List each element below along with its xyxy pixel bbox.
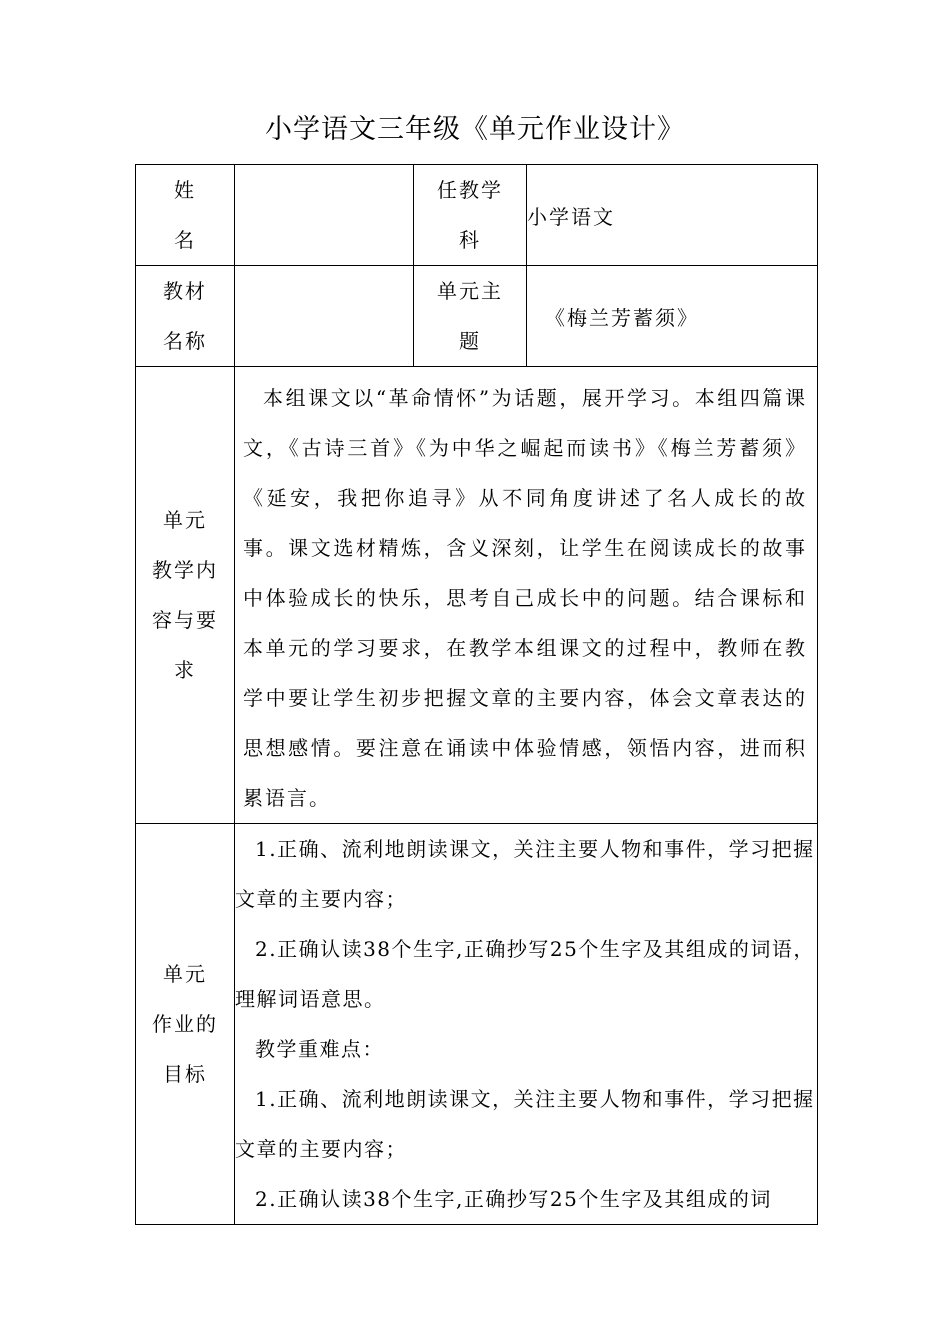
content-label-line2: 教学内 <box>152 558 218 582</box>
subject-label-cell <box>414 165 527 266</box>
table-row <box>136 165 818 266</box>
textbook-label-cell <box>136 266 235 367</box>
name-value-cell[interactable] <box>235 165 414 266</box>
goals-label-line2: 作业的 <box>152 1012 218 1036</box>
subject-label-line1: 任教学 <box>437 178 503 202</box>
name-label-cell <box>136 165 235 266</box>
unit-theme-label-line2: 题 <box>459 329 481 353</box>
content-label-line3: 容与要 <box>152 608 218 632</box>
goals-value-cell[interactable] <box>235 824 818 1225</box>
name-label-line1: 姓 <box>174 178 196 202</box>
content-value-cell[interactable] <box>235 367 818 824</box>
content-label-line1: 单元 <box>163 508 207 532</box>
goal-item: 1.正确、流利地朗读课文，关注主要人物和事件，学习把握文章的主要内容； <box>235 837 815 911</box>
name-label-line2: 名 <box>174 228 196 252</box>
table-row <box>136 266 818 367</box>
table-row <box>136 824 818 1225</box>
unit-theme-label-cell <box>414 266 527 367</box>
goals-label-cell <box>136 824 235 1225</box>
page-title: 小学语文三年级《单元作业设计》 <box>265 114 685 145</box>
textbook-value-cell[interactable] <box>235 266 414 367</box>
goal-item: 1.正确、流利地朗读课文，关注主要人物和事件，学习把握文章的主要内容； <box>235 1087 815 1161</box>
table-row <box>136 367 818 824</box>
goals-label-line3: 目标 <box>163 1062 207 1086</box>
subject-value-cell[interactable]: 小学语文 <box>527 165 818 266</box>
goal-item: 2.正确认读38个生字,正确抄写25个生字及其组成的词 <box>255 1187 772 1211</box>
content-paragraph: 本组课文以“革命情怀”为话题，展开学习。本组四篇课文，《古诗三首》《为中华之崛起而读书》《梅兰芳蓄须》《延安，我把你追寻》从不同角度讲述了名人成长的故事。课文选材精炼，含义深刻，让学生在阅读成长的故事中体验成长的快乐，思考自己成长中的问题。结合课标和本单元的学习要求，在教学本组课文的过程中，教师在教学中要让学生初步把握文章的主要内容，体会文章表达的思想感情。要注意在诵读中体验情感，领悟内容，进而积累语言。 <box>243 386 807 810</box>
textbook-label-line2: 名称 <box>163 329 207 353</box>
goals-list <box>235 824 817 1224</box>
subject-label-line2: 科 <box>459 228 481 252</box>
design-form-table <box>135 164 818 1225</box>
unit-theme-label-line1: 单元主 <box>437 279 503 303</box>
goals-label-line1: 单元 <box>163 962 207 986</box>
goal-item: 2.正确认读38个生字,正确抄写25个生字及其组成的词语，理解词语意思。 <box>235 937 815 1011</box>
textbook-label-line1: 教材 <box>163 279 207 303</box>
content-label-cell <box>136 367 235 824</box>
content-label-line4: 求 <box>174 658 196 682</box>
unit-theme-value-cell[interactable]: 《梅兰芳蓄须》 <box>527 266 818 367</box>
goal-item: 教学重难点： <box>255 1037 384 1061</box>
